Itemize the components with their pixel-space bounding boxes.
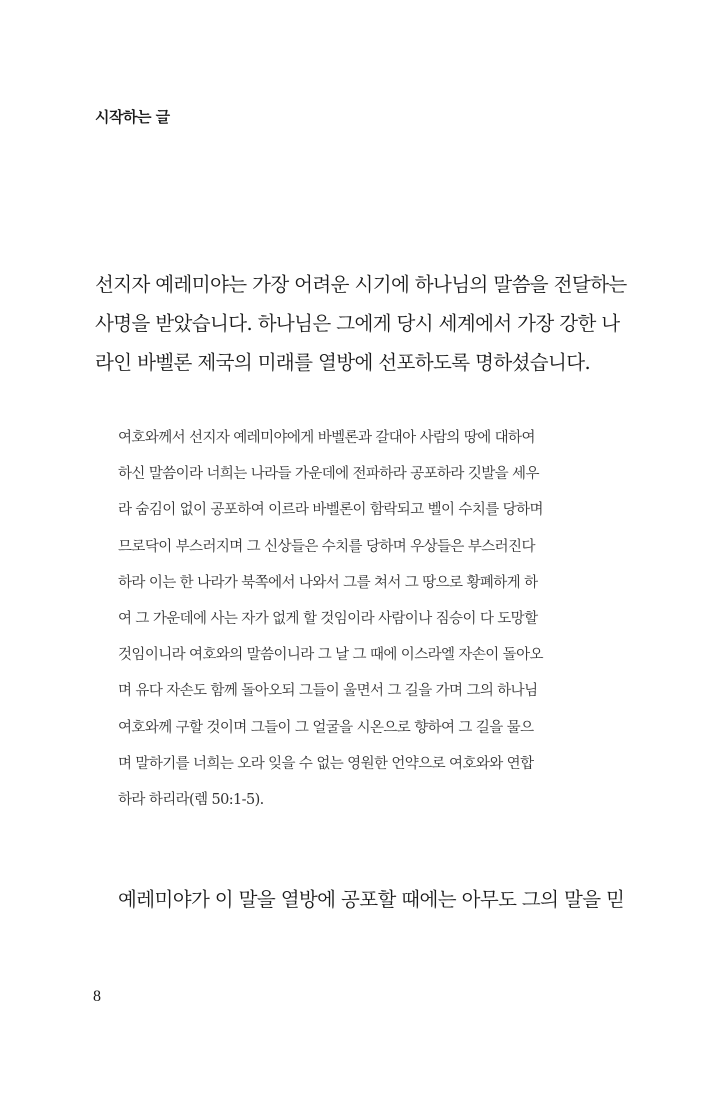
page-number: 8 bbox=[93, 988, 101, 1005]
quote-line: 며 유다 자손도 함께 돌아오되 그들이 울면서 그 길을 가며 그의 하나님 bbox=[118, 683, 538, 700]
quote-line: 라 숨김이 없이 공포하여 이르라 바벨론이 함락되고 벨이 수치를 당하며 bbox=[118, 502, 543, 519]
quote-line: 며 말하기를 너희는 오라 잊을 수 없는 영원한 언약으로 여호와와 연합 bbox=[118, 755, 534, 772]
intro-line: 선지자 예레미야는 가장 어려운 시기에 하나님의 말씀을 전달하는 bbox=[95, 273, 627, 296]
quote-line: 여 그 가운데에 사는 자가 없게 할 것임이라 사람이나 짐승이 다 도망할 bbox=[118, 611, 538, 628]
quote-line: 하신 말씀이라 너희는 나라들 가운데에 전파하라 공포하라 깃발을 세우 bbox=[118, 466, 539, 483]
quote-line: 여호와께서 선지자 예레미야에게 바벨론과 갈대아 사람의 땅에 대하여 bbox=[118, 430, 535, 446]
continued-paragraph: 예레미야가 이 말을 열방에 공포할 때에는 아무도 그의 말을 믿 bbox=[118, 888, 625, 911]
intro-paragraph bbox=[95, 265, 635, 382]
intro-line: 사명을 받았습니다. 하나님은 그에게 당시 세계에서 가장 강한 나 bbox=[95, 312, 620, 335]
section-title: 시작하는 글 bbox=[95, 108, 170, 126]
quote-line: 것임이니라 여호와의 말씀이니라 그 날 그 때에 이스라엘 자손이 돌아오 bbox=[118, 647, 543, 664]
scripture-quote bbox=[118, 420, 618, 818]
quote-line: 하라 하리라(렘 50:1-5). bbox=[118, 792, 264, 809]
quote-line: 므로닥이 부스러지며 그 신상들은 수치를 당하며 우상들은 부스러진다 bbox=[118, 538, 535, 555]
quote-line: 하라 이는 한 나라가 북쪽에서 나와서 그를 쳐서 그 땅으로 황폐하게 하 bbox=[118, 574, 538, 591]
intro-line: 라인 바벨론 제국의 미래를 열방에 선포하도록 명하셨습니다. bbox=[95, 351, 591, 374]
quote-line: 여호와께 구할 것이며 그들이 그 얼굴을 시온으로 향하여 그 길을 물으 bbox=[118, 719, 534, 736]
